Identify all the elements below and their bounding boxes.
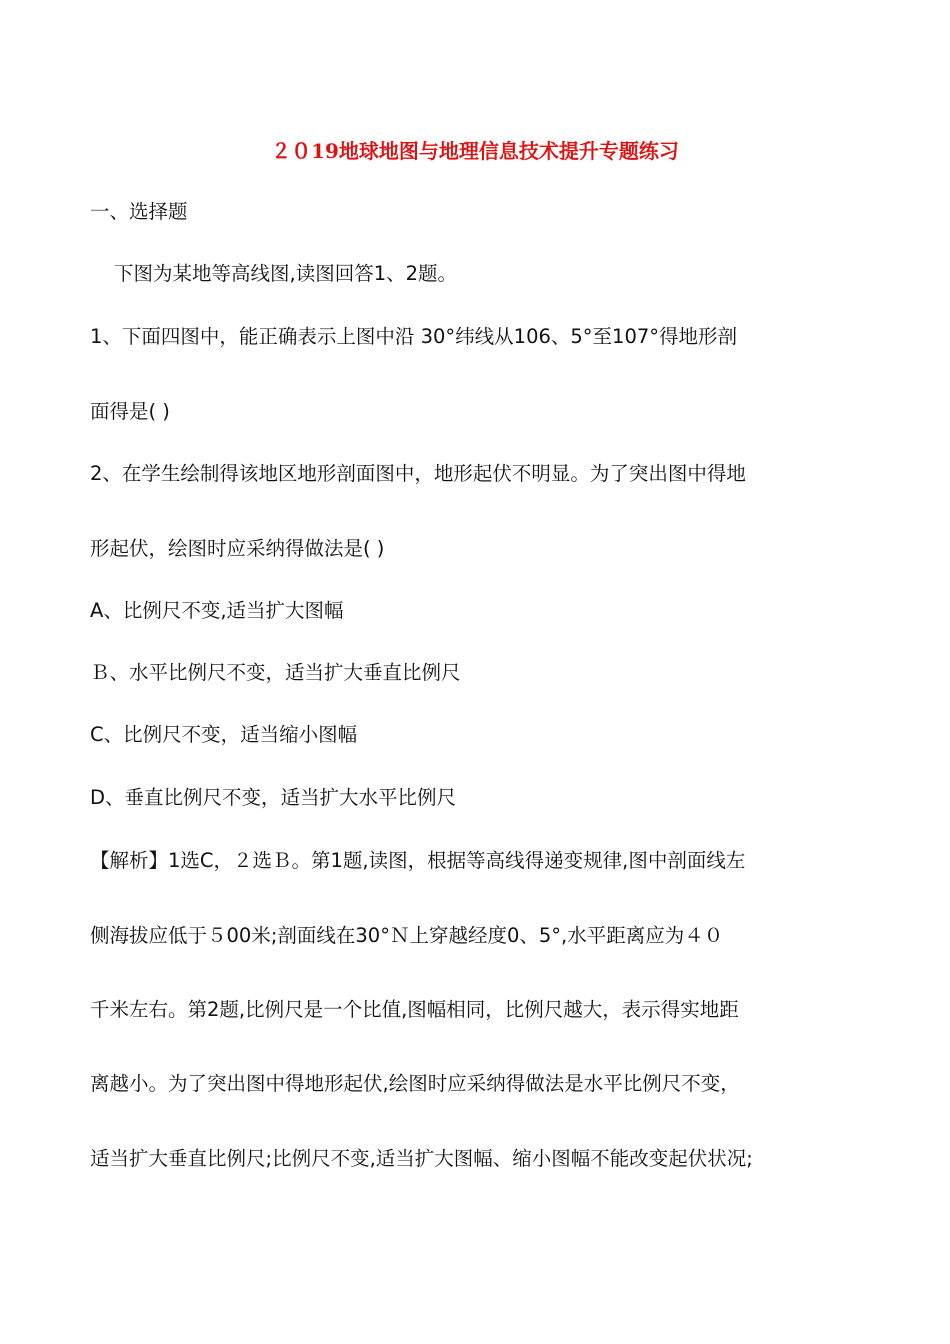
question-1-line-2: 面得是( ) bbox=[90, 400, 170, 423]
section-heading: 一、选择题 bbox=[90, 200, 188, 223]
analysis-line-3: 千米左右。第2题,比例尺是一个比值,图幅相同，比例尺越大，表示得实地距 bbox=[90, 998, 739, 1021]
document-title: ２０19地球地图与地理信息技术提升专题练习 bbox=[271, 139, 679, 163]
analysis-line-1: 【解析】1选C，２选Ｂ。第1题,读图，根据等高线得递变规律,图中剖面线左 bbox=[90, 849, 746, 872]
option-b: Ｂ、水平比例尺不变，适当扩大垂直比例尺 bbox=[90, 661, 461, 684]
question-intro: 下图为某地等高线图,读图回答1、2题。 bbox=[114, 262, 458, 285]
analysis-line-4: 离越小。为了突出图中得地形起伏,绘图时应采纳得做法是水平比例尺不变， bbox=[90, 1072, 740, 1095]
question-2-line-2: 形起伏，绘图时应采纳得做法是( ) bbox=[90, 537, 385, 560]
analysis-line-2: 侧海拔应低于５00米;剖面线在30°Ｎ上穿越经度0、5°,水平距离应为４０ bbox=[90, 924, 724, 947]
analysis-line-5: 适当扩大垂直比例尺;比例尺不变,适当扩大图幅、缩小图幅不能改变起伏状况; bbox=[90, 1147, 753, 1170]
option-c: C、比例尺不变，适当缩小图幅 bbox=[90, 723, 358, 746]
question-2-line-1: 2、在学生绘制得该地区地形剖面图中，地形起伏不明显。为了突出图中得地 bbox=[90, 462, 746, 485]
question-1-line-1: 1、下面四图中，能正确表示上图中沿 30°纬线从106、5°至107°得地形剖 bbox=[90, 325, 738, 348]
option-a: A、比例尺不变,适当扩大图幅 bbox=[90, 599, 344, 622]
option-d: D、垂直比例尺不变，适当扩大水平比例尺 bbox=[90, 786, 457, 809]
